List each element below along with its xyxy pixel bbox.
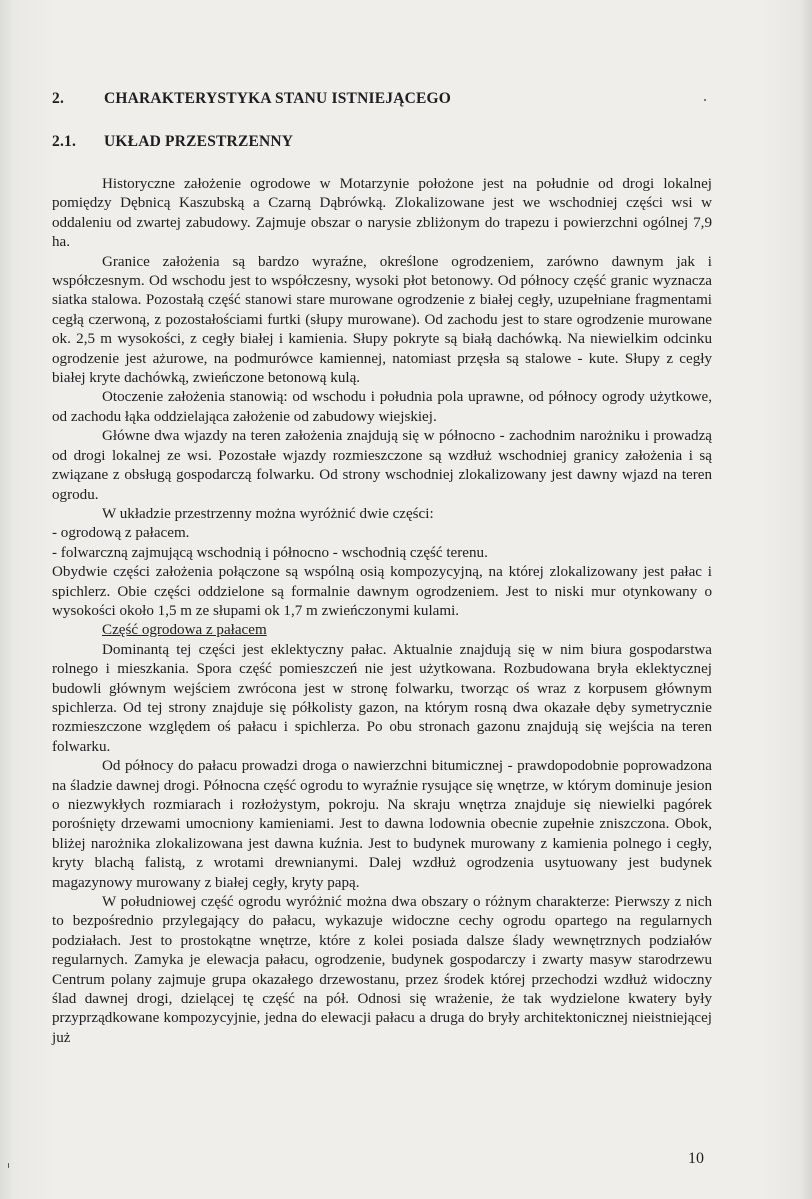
paragraph-location: Historyczne założenie ogrodowe w Motarzynie położone jest na południe od drogi lokalnej pomiędzy Dębnicą Kaszubską a Czarną Dąbrówką. Zlokalizowane jest we wschodniej części wsi w oddaleniu od zwartej zabudowy. Zajmuje obszar o narysie zbliżonym do trapezu i powierzchni ogólnej 7,9 ha.	[52, 176, 712, 251]
paragraph-entrances: Główne dwa wjazdy na teren założenia znajdują się w północno - zachodnim narożniku i prowadzą od drogi lokalnej ze wsi. Pozostałe wjazdy rozmieszczone są wzdłuż wschodniej granicy założenia i są związane z obsługą gospodarczą folwarku. Od strony wschodniej zlokalizowany jest dawny wjazd na teren ogrodu.	[52, 428, 712, 503]
list-item-garden: - ogrodową z pałacem.	[52, 525, 190, 542]
section-heading	[52, 90, 712, 108]
paragraph-surroundings: Otoczenie założenia stanowią: od wschodu i południa pola uprawne, od północy ogrody użytkowe, od zachodu łąka oddzielająca założenie od zabudowy wiejskiej.	[52, 389, 712, 425]
list-item-farm: - folwarczną zajmującą wschodnią i północno - wschodnią część terenu.	[52, 544, 488, 561]
paragraph-south: W południowej część ogrodu wyróżnić można dwa obszary o różnym charakterze: Pierwszy z nich to bezpośrednio przylegający do pałacu, wykazuje widoczne cechy ogrodu opartego na regularnych podziałach. Jest to prostokątne wnętrze, które z kolei posiada dalsze ślady wewnętrznych podziałów regularnych. Zamyka je elewacja pałacu, ogrodzenie, budynek gospodarczy i zwarty masyw starodrzewu Centrum polany zajmuje grupa okazałego drzewostanu, przez środek której przechodzi wzdłuż widoczny ślad dawnej drogi, dzielącej tę część na pół. Odnosi się wrażenie, że tak wydzielone kwatery były przyprządkowane kompozycyjnie, jedna do elewacji pałacu a druga do bryły architektonicznej nieistniejącej już	[52, 894, 712, 1046]
paragraph-palace: Dominantą tej części jest eklektyczny pałac. Aktualnie znajdują się w nim biura gospodarstwa rolnego i mieszkania. Spora część pomieszczeń nie jest użytkowana. Rozbudowana bryła eklektycznej budowli głównym wejściem zwrócona jest w stronę folwarku, tworząc oś wraz z korpusem głównym spichlerza. Od tej strony znajduje się półkolisty gazon, na którym rosną dwa okazałe dęby symetrycznie rozmieszczone względem oś pałacu i spichlerza. Po obu stronach gazonu znajdują się wejścia na teren folwarku.	[52, 641, 712, 755]
paragraph-division-intro: W układzie przestrzenny można wyróżnić dwie części:	[102, 505, 434, 522]
section-number: 2.	[52, 90, 65, 107]
document-body	[52, 90, 712, 1048]
subsection-heading	[52, 133, 712, 151]
subsection-title: UKŁAD PRZESTRZENNY	[104, 133, 294, 150]
page-number: 10	[688, 1150, 704, 1167]
subheading-garden-part: Część ogrodowa z pałacem	[102, 622, 267, 639]
paragraph-boundaries: Granice założenia są bardzo wyraźne, określone ogrodzeniem, zarówno dawnym jak i współczesnym. Od wschodu jest to współczesny, wysoki płot betonowy. Od północy część granic wyznacza siatka stalowa. Pozostałą część stanowi stare murowane ogrodzenie z białej cegły, uzupełniane fragmentami cegłą czerwoną, z pozostałościami furtki (słupy murowane). Od zachodu jest to stare ogrodzenie murowane ok. 2,5 m wysokości, z cegły białej i kamienia. Słupy pokryte są białą dachówką. Na niewielkim odcinku ogrodzenie jest ażurowe, na podmurówce kamiennej, natomiast przęsła są stalowe - kute. Słupy z cegły białej kryte dachówką, zwieńczone betonową kulą.	[52, 253, 712, 387]
scan-speck	[8, 1163, 9, 1168]
paragraph-axis: Obydwie części założenia połączone są wspólną osią kompozycyjną, na której zlokalizowany jest pałac i spichlerz. Obie części oddzielone są formalnie dawnym ogrodzeniem. Jest to niski mur otynkowany o wysokości około 1,5 m ze słupami ok 1,7 m zwieńczonymi kulami.	[52, 564, 712, 619]
section-title: CHARAKTERYSTYKA STANU ISTNIEJĄCEGO	[104, 90, 452, 107]
subsection-number: 2.1.	[52, 133, 77, 150]
paragraph-north: Od północy do pałacu prowadzi droga o nawierzchni bitumicznej - prawdopodobnie poprowadzona na śladzie dawnej drogi. Północna część ogrodu to wyraźnie rysujące się wnętrze, w którym dominuje jesion o niezwykłych rozmiarach i rozłożystym, pokroju. Na skraju wnętrza znajduje się niewielki pagórek porośnięty drzewami umocniony kamieniami. Jest to dawna lodownia obecnie zupełnie zniszczona. Obok, bliżej narożnika zlokalizowana jest dawna kuźnia. Jest to budynek murowany z kamienia polnego i cegły, kryty blachą falistą, z wrotami drewnianymi. Dalej wzdłuż ogrodzenia usytuowany jest budynek magazynowy murowany z białej cegły, kryty papą.	[52, 758, 712, 891]
